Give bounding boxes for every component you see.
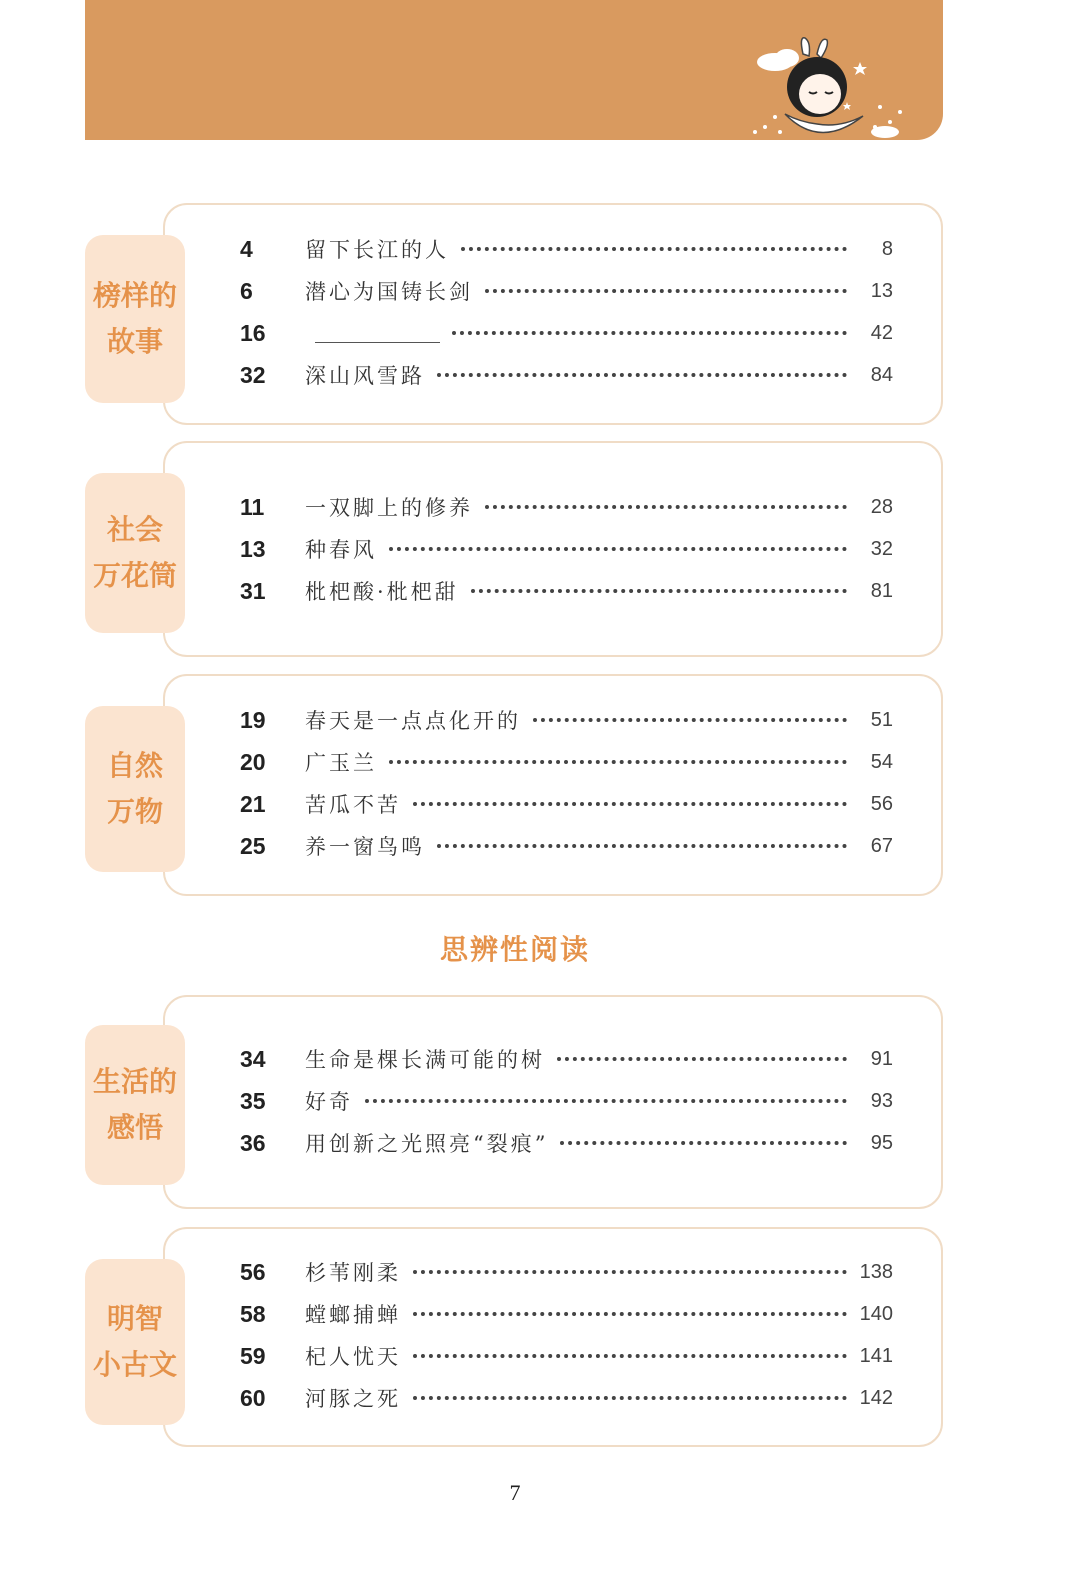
leader-dots [413, 1312, 847, 1316]
page-ref: 91 [870, 1047, 893, 1070]
category-label-line: 社会 [106, 513, 163, 546]
category-label-line: 生活的 [92, 1065, 177, 1098]
page-ref: 42 [870, 321, 893, 344]
blank-title-line [315, 324, 440, 343]
category-label [85, 473, 185, 633]
page-number: 7 [509, 1480, 521, 1505]
lesson-title: 潜心为国铸长剑 [305, 280, 473, 304]
section-heading: 思辨性阅读 [439, 933, 590, 966]
lesson-title: 河豚之死 [305, 1387, 401, 1411]
lesson-title: 养一窗鸟鸣 [305, 835, 425, 859]
lesson-number: 16 [240, 319, 266, 346]
toc-section-society [85, 441, 943, 657]
category-label-line: 感悟 [106, 1111, 163, 1144]
category-label [85, 235, 185, 403]
leader-dots [557, 1057, 847, 1061]
toc-entry[interactable] [240, 1251, 893, 1293]
toc-entry[interactable] [240, 1335, 893, 1377]
lesson-title: 好奇 [305, 1090, 353, 1114]
page-ref: 28 [870, 495, 893, 518]
leader-dots [413, 1396, 847, 1400]
page-ref: 51 [870, 708, 893, 731]
page-ref: 81 [870, 579, 893, 602]
page-ref: 93 [870, 1089, 893, 1112]
category-label-line: 明智 [106, 1302, 163, 1335]
toc-entries [240, 441, 893, 657]
lesson-number: 35 [240, 1087, 266, 1114]
lesson-number: 36 [240, 1129, 266, 1156]
lesson-title: 春天是一点点化开的 [305, 709, 521, 733]
lesson-number: 25 [240, 832, 266, 859]
toc-entry[interactable] [240, 270, 893, 312]
toc-entry[interactable] [240, 486, 893, 528]
category-label-line: 自然 [106, 749, 163, 782]
leader-dots [452, 331, 847, 335]
lesson-number: 6 [240, 277, 253, 304]
page-ref: 56 [870, 792, 893, 815]
lesson-title: 深山风雪路 [305, 364, 425, 388]
lesson-title: 一双脚上的修养 [305, 496, 473, 520]
toc-entry[interactable] [240, 570, 893, 612]
page-ref: 140 [859, 1302, 893, 1325]
toc-entry[interactable] [240, 354, 893, 396]
category-label [85, 1259, 185, 1425]
toc-entries [240, 674, 893, 896]
category-label-line: 万物 [106, 795, 163, 828]
toc-entry[interactable] [240, 1080, 893, 1122]
leader-dots [437, 844, 847, 848]
header-band [85, 0, 943, 140]
lesson-number: 56 [240, 1258, 266, 1285]
toc-entry[interactable] [240, 1038, 893, 1080]
lesson-number: 59 [240, 1342, 266, 1369]
lesson-number: 19 [240, 706, 266, 733]
toc-entries [240, 995, 893, 1209]
page-ref: 84 [870, 363, 893, 386]
toc-entry[interactable] [240, 1293, 893, 1335]
toc-entry[interactable] [240, 312, 893, 354]
sleeping-girl-mascot-icon [745, 32, 915, 142]
page-ref: 54 [870, 750, 893, 773]
lesson-number: 31 [240, 577, 266, 604]
page-ref: 95 [870, 1131, 893, 1154]
leader-dots [437, 373, 847, 377]
leader-dots [413, 1270, 847, 1274]
leader-dots [413, 1354, 847, 1358]
lesson-title: 杞人忧天 [305, 1345, 401, 1369]
leader-dots [533, 718, 847, 722]
lesson-title: 枇杷酸·枇杷甜 [305, 580, 459, 604]
lesson-title: 用创新之光照亮“裂痕” [305, 1132, 549, 1156]
toc-entry[interactable] [240, 528, 893, 570]
leader-dots [389, 760, 847, 764]
lesson-number: 4 [240, 235, 253, 262]
leader-dots [365, 1099, 847, 1103]
page-ref: 142 [859, 1386, 893, 1409]
toc-section-nature [85, 674, 943, 896]
lesson-title: 生命是棵长满可能的树 [305, 1048, 545, 1072]
page-ref: 67 [870, 834, 893, 857]
toc-entry[interactable] [240, 699, 893, 741]
lesson-number: 60 [240, 1384, 266, 1411]
toc-section-life [85, 995, 943, 1209]
lesson-number: 32 [240, 361, 266, 388]
toc-entry[interactable] [240, 1122, 893, 1164]
lesson-title: 螳螂捕蝉 [305, 1303, 401, 1327]
leader-dots [560, 1141, 847, 1145]
lesson-number: 21 [240, 790, 266, 817]
toc-entry[interactable] [240, 741, 893, 783]
lesson-title: 杉苇刚柔 [305, 1261, 401, 1285]
toc-entry[interactable] [240, 1377, 893, 1419]
leader-dots [485, 505, 847, 509]
category-label-line: 故事 [106, 325, 163, 358]
toc-entries [240, 203, 893, 425]
toc-entries [240, 1227, 893, 1447]
toc-section-role-models [85, 203, 943, 425]
lesson-number: 13 [240, 535, 266, 562]
leader-dots [413, 802, 847, 806]
category-label [85, 706, 185, 872]
toc-section-classical [85, 1227, 943, 1447]
category-label-line: 榜样的 [92, 279, 177, 312]
lesson-number: 20 [240, 748, 266, 775]
leader-dots [485, 289, 847, 293]
lesson-number: 11 [240, 493, 265, 520]
leader-dots [461, 247, 847, 251]
page-ref: 32 [870, 537, 893, 560]
leader-dots [389, 547, 847, 551]
lesson-title: 广玉兰 [305, 751, 377, 775]
lesson-title: 苦瓜不苦 [305, 793, 401, 817]
lesson-number: 34 [240, 1045, 266, 1072]
page-ref: 8 [881, 237, 893, 260]
page-ref: 13 [870, 279, 893, 302]
category-label-line: 小古文 [92, 1348, 177, 1381]
toc-entry[interactable] [240, 825, 893, 867]
toc-entry[interactable] [240, 228, 893, 270]
page-ref: 138 [859, 1260, 893, 1283]
toc-entry[interactable] [240, 783, 893, 825]
lesson-title: 留下长江的人 [305, 238, 449, 262]
leader-dots [471, 589, 847, 593]
page-ref: 141 [859, 1344, 893, 1367]
category-label [85, 1025, 185, 1185]
lesson-number: 58 [240, 1300, 266, 1327]
category-label-line: 万花筒 [92, 559, 177, 592]
lesson-title: 种春风 [305, 538, 377, 562]
